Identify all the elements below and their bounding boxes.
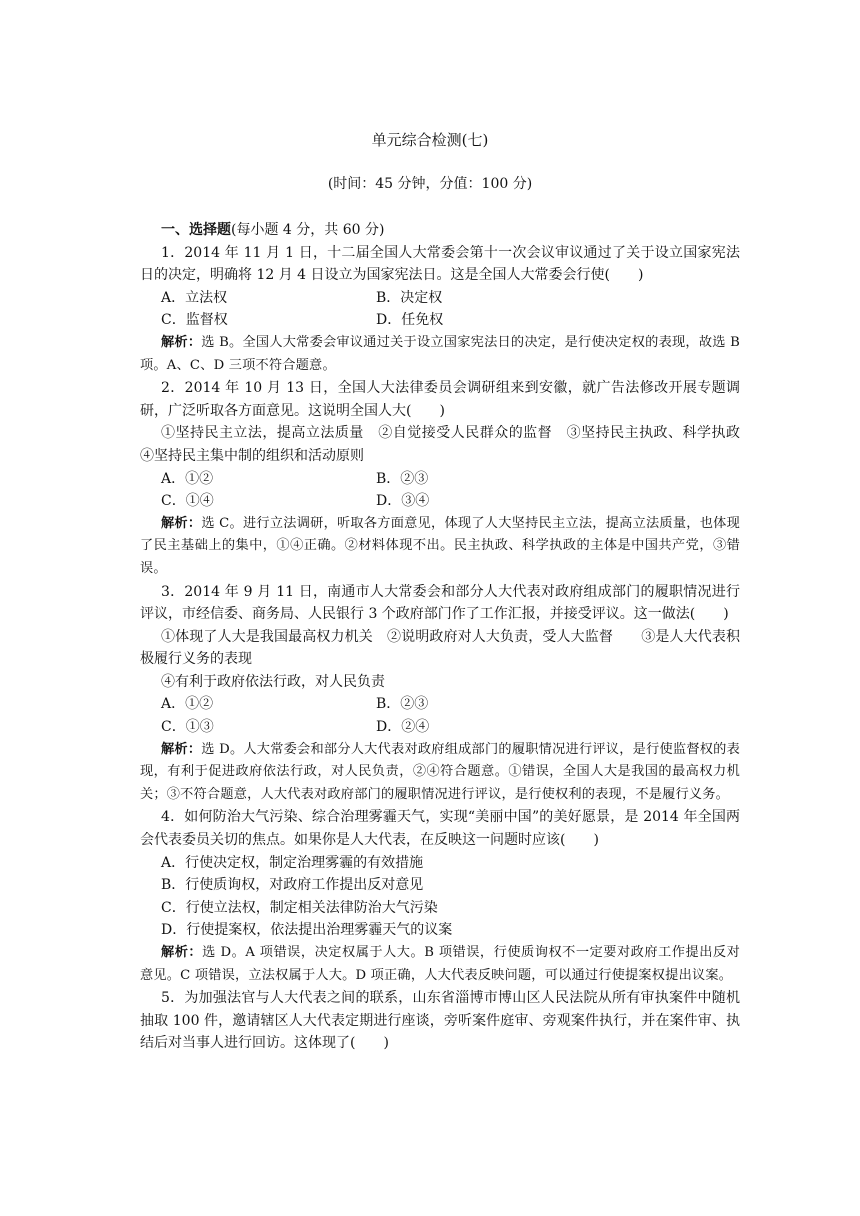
section-label: 一、选择题: [161, 222, 231, 238]
question-4-option-a: A．行使决定权，制定治理雾霾的有效措施: [161, 854, 424, 871]
question-1-option-a: A．立法权: [161, 289, 228, 306]
page-title: 单元综合检测(七): [371, 131, 489, 149]
question-4-option-c: C．行使立法权，制定相关法律防治大气污染: [161, 899, 438, 916]
question-3-statements-1: ①体现了人大是我国最高权力机关 ②说明政府对人大负责，受人大监督 ③是人大代表积极履行义务的表现: [140, 628, 740, 668]
question-2-statements: ①坚持民主立法，提高立法质量 ②自觉接受人民群众的监督 ③坚持民主执政、科学执政 ④坚持民主集中制的组织和活动原则: [140, 425, 754, 464]
question-3-stem: 3．2014 年 9 月 11 日，南通市人大常委会和部分人大代表对政府组成部门的履职情况进行评议，市经信委、商务局、人民银行 3 个政府部门作了工作汇报，并接受评议。这一做法( ): [140, 583, 740, 623]
question-1-options-row-1: [140, 287, 740, 310]
answer-text: 选 C。进行立法调研，听取各方面意见，体现了人大坚持民主立法，提高立法质量，也体现了民主基础上的集中，①④正确。②材料体现不出。民主执政、科学执政的主体是中国共产党，③错误。: [140, 515, 740, 576]
answer-text: 选 B。全国人大常委会审议通过关于设立国家宪法日的决定，是行使决定权的表现，故选 B 项。A、C、D 三项不符合题意。: [140, 334, 740, 373]
question-2-option-b: B．②③: [376, 470, 429, 487]
question-1-option-d: D．任免权: [376, 312, 444, 329]
question-4-option-b: B．行使质询权，对政府工作提出反对意见: [161, 877, 424, 894]
question-3-option-c: C．①③: [161, 719, 214, 736]
question-4-option-d: D．行使提案权，依法提出治理雾霾天气的议案: [161, 922, 453, 939]
question-list: [140, 219, 754, 1055]
question-1-options-row-2: [140, 309, 740, 332]
question-2-option-a: A．①②: [161, 470, 214, 487]
answer-text: 选 D。人大常委会和部分人大代表对政府组成部门的履职情况进行评议，是行使监督权的表现，有利于促进政府依法行政，对人民负责，②④符合题意。①错误，全国人大是我国的最高权力机关；③不符合题意，人大代表对政府部门的履职情况进行评议，是行使权利的表现，不是履行义务。: [140, 741, 740, 802]
question-3-option-d: D．②④: [376, 719, 430, 736]
answer-label: 解析：: [161, 945, 203, 960]
section-heading: [140, 219, 740, 242]
question-2-options-row-2: [140, 490, 740, 513]
exam-meta: (时间：45 分钟，分值：100 分): [327, 176, 533, 192]
question-2-option-c: C．①④: [161, 493, 214, 510]
answer-label: 解析：: [161, 334, 202, 350]
question-3-statements-2: ④有利于政府依法行政，对人民负责: [161, 673, 385, 690]
question-1-option-c: C．监督权: [161, 312, 228, 329]
question-2-answer: [140, 513, 740, 581]
question-3-option-a: A．①②: [161, 696, 214, 713]
answer-label: 解析：: [161, 741, 202, 757]
question-1-stem: 1．2014 年 11 月 1 日，十二届全国人大常委会第十一次会议审议通过了关于设立国家宪法日的决定，明确将 12 月 4 日设立为国家宪法日。这是全国人大常委会行使( ): [140, 244, 740, 284]
question-3-options-row-1: [140, 693, 740, 716]
question-4-answer: [140, 942, 740, 987]
question-2-stem: 2．2014 年 10 月 13 日，全国人大法律委员会调研组来到安徽，就广告法修改开展专题调研，广泛听取各方面意见。这说明全国人大( ): [140, 380, 740, 419]
question-2-option-d: D．③④: [376, 493, 430, 510]
question-1-option-b: B．决定权: [376, 289, 443, 306]
question-5-stem: 5．为加强法官与人大代表之间的联系，山东省淄博市博山区人民法院从所有审执案件中随机抽取 100 件，邀请辖区人大代表定期进行座谈，旁听案件庭审、旁观案件执行，并在案件审、执结后对当事人进行回访。这体现了( ): [140, 990, 740, 1052]
question-3-answer: [140, 739, 740, 807]
question-4-stem: 4．如何防治大气污染、综合治理雾霾天气，实现“美丽中国”的美好愿景，是 2014 年全国两会代表委员关切的焦点。如果你是人大代表，在反映这一问题时应该( ): [140, 809, 740, 849]
question-1-answer: [140, 332, 740, 377]
answer-label: 解析：: [161, 515, 202, 531]
question-2-options-row-1: [140, 468, 740, 491]
question-3-option-b: B．②③: [376, 696, 429, 713]
section-note: (每小题 4 分，共 60 分): [231, 222, 385, 238]
question-3-options-row-2: [140, 716, 740, 739]
answer-text: 选 D。A 项错误，决定权属于人大。B 项错误，行使质询权不一定要对政府工作提出反对意见。C 项错误，立法权属于人大。D 项正确，人大代表反映问题，可以通过行使提案权提出议案。: [140, 945, 740, 983]
